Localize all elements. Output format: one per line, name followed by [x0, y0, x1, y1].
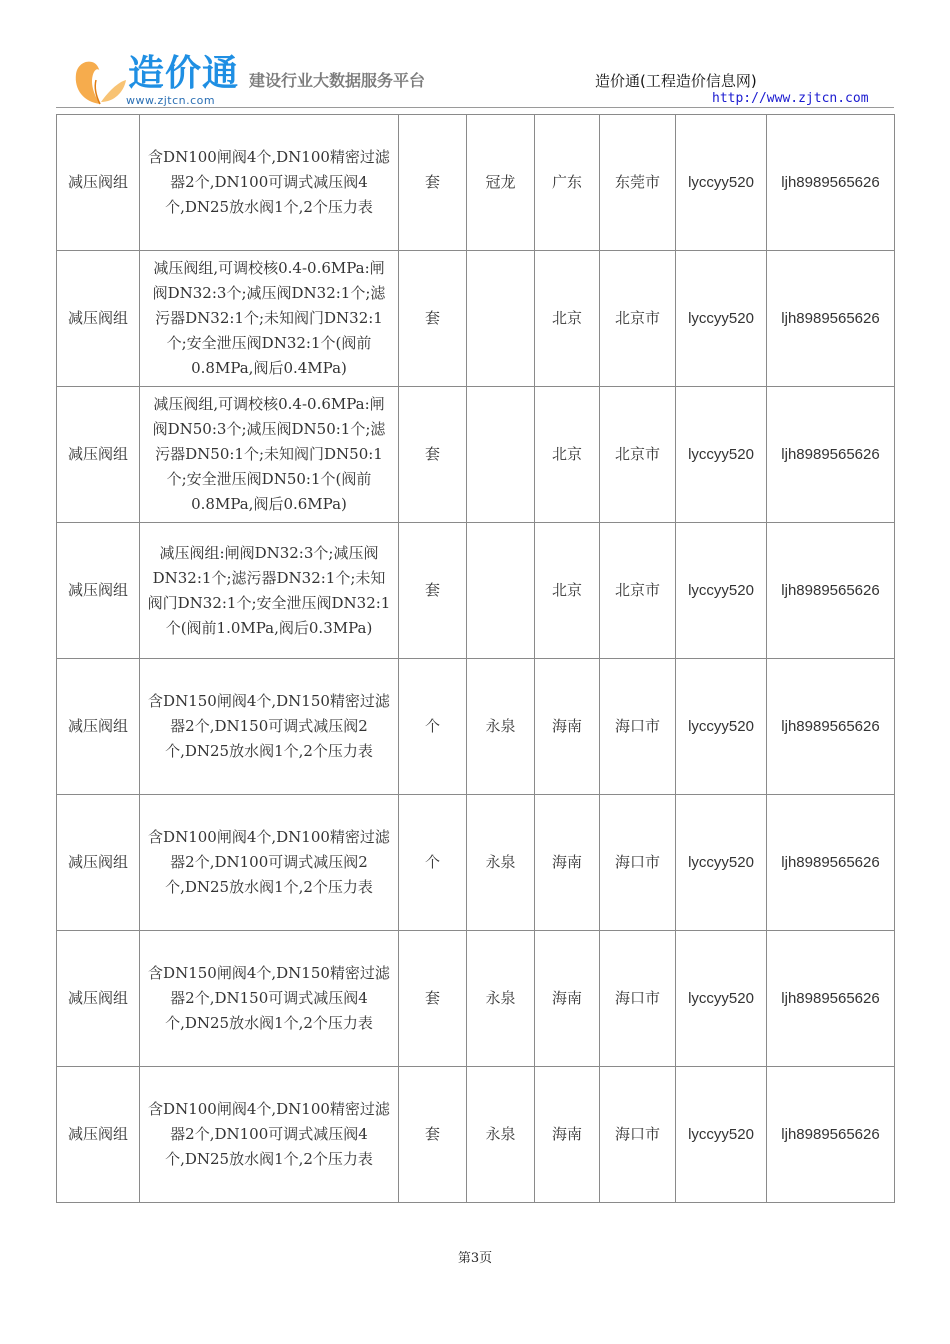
- cell-city: 北京市: [600, 523, 676, 659]
- cell-name: 减压阀组: [57, 251, 140, 387]
- cell-spec: 含DN150闸阀4个,DN150精密过滤器2个,DN150可调式减压阀4个,DN25放水阀1个,2个压力表: [140, 931, 399, 1067]
- cell-name: 减压阀组: [57, 523, 140, 659]
- cell-brand: 冠龙: [467, 115, 535, 251]
- cell-province: 北京: [535, 523, 600, 659]
- cell-unit: 个: [399, 659, 467, 795]
- cell-brand: [467, 387, 535, 523]
- cell-phone: ljh8989565626: [767, 1067, 895, 1203]
- cell-province: 海南: [535, 1067, 600, 1203]
- table-row: [57, 931, 895, 1067]
- table-row: [57, 387, 895, 523]
- cell-province: 海南: [535, 795, 600, 931]
- cell-spec: 含DN150闸阀4个,DN150精密过滤器2个,DN150可调式减压阀2个,DN25放水阀1个,2个压力表: [140, 659, 399, 795]
- cell-name: 减压阀组: [57, 1067, 140, 1203]
- table-row: [57, 659, 895, 795]
- cell-unit: 套: [399, 115, 467, 251]
- cell-spec: 含DN100闸阀4个,DN100精密过滤器2个,DN100可调式减压阀4个,DN25放水阀1个,2个压力表: [140, 115, 399, 251]
- cell-name: 减压阀组: [57, 115, 140, 251]
- cell-brand: 永泉: [467, 1067, 535, 1203]
- cell-user: lyccyy520: [676, 931, 767, 1067]
- cell-user: lyccyy520: [676, 115, 767, 251]
- cell-brand: [467, 251, 535, 387]
- cell-user: lyccyy520: [676, 795, 767, 931]
- cell-phone: ljh8989565626: [767, 795, 895, 931]
- cell-phone: ljh8989565626: [767, 523, 895, 659]
- cell-unit: 套: [399, 387, 467, 523]
- cell-city: 海口市: [600, 659, 676, 795]
- cell-phone: ljh8989565626: [767, 115, 895, 251]
- site-slogan: 建设行业大数据服务平台: [249, 71, 426, 90]
- cell-spec: 含DN100闸阀4个,DN100精密过滤器2个,DN100可调式减压阀2个,DN25放水阀1个,2个压力表: [140, 795, 399, 931]
- table-row: [57, 251, 895, 387]
- cell-phone: ljh8989565626: [767, 387, 895, 523]
- cell-brand: 永泉: [467, 659, 535, 795]
- cell-name: 减压阀组: [57, 659, 140, 795]
- cell-city: 海口市: [600, 795, 676, 931]
- cell-unit: 套: [399, 523, 467, 659]
- cell-user: lyccyy520: [676, 1067, 767, 1203]
- header-divider: [56, 107, 894, 108]
- site-name: 造价通(工程造价信息网): [595, 72, 757, 90]
- cell-spec: 减压阀组,可调校核0.4-0.6MPa:闸阀DN32:3个;减压阀DN32:1个;滤污器DN32:1个;未知阀门DN32:1个;安全泄压阀DN32:1个(阀前0.8MPa,阀后0.4MPa): [140, 251, 399, 387]
- cell-phone: ljh8989565626: [767, 931, 895, 1067]
- cell-province: 海南: [535, 659, 600, 795]
- page-number: 第3页: [457, 1251, 493, 1266]
- logo-wordmark: 造价通: [128, 53, 240, 94]
- cell-province: 广东: [535, 115, 600, 251]
- cell-spec: 含DN100闸阀4个,DN100精密过滤器2个,DN100可调式减压阀4个,DN25放水阀1个,2个压力表: [140, 1067, 399, 1203]
- cell-city: 东莞市: [600, 115, 676, 251]
- cell-province: 海南: [535, 931, 600, 1067]
- cell-spec: 减压阀组,可调校核0.4-0.6MPa:闸阀DN50:3个;减压阀DN50:1个;滤污器DN50:1个;未知阀门DN50:1个;安全泄压阀DN50:1个(阀前0.8MPa,阀后0.6MPa): [140, 387, 399, 523]
- cell-city: 北京市: [600, 251, 676, 387]
- cell-brand: 永泉: [467, 795, 535, 931]
- cell-brand: [467, 523, 535, 659]
- cell-city: 海口市: [600, 1067, 676, 1203]
- cell-name: 减压阀组: [57, 931, 140, 1067]
- cell-user: lyccyy520: [676, 251, 767, 387]
- cell-spec: 减压阀组:闸阀DN32:3个;减压阀DN32:1个;滤污器DN32:1个;未知阀门DN32:1个;安全泄压阀DN32:1个(阀前1.0MPa,阀后0.3MPa): [140, 523, 399, 659]
- cell-name: 减压阀组: [57, 795, 140, 931]
- cell-phone: ljh8989565626: [767, 251, 895, 387]
- cell-user: lyccyy520: [676, 387, 767, 523]
- cell-user: lyccyy520: [676, 659, 767, 795]
- table-row: [57, 523, 895, 659]
- cell-unit: 套: [399, 1067, 467, 1203]
- cell-phone: ljh8989565626: [767, 659, 895, 795]
- cell-province: 北京: [535, 387, 600, 523]
- cell-unit: 套: [399, 931, 467, 1067]
- site-url-link[interactable]: http://www.zjtcn.com: [712, 91, 869, 106]
- page-header: [0, 0, 950, 112]
- cell-user: lyccyy520: [676, 523, 767, 659]
- site-logo[interactable]: [70, 52, 250, 114]
- price-table: [56, 114, 895, 1203]
- cell-brand: 永泉: [467, 931, 535, 1067]
- cell-city: 北京市: [600, 387, 676, 523]
- table-row: [57, 1067, 895, 1203]
- cell-name: 减压阀组: [57, 387, 140, 523]
- cell-city: 海口市: [600, 931, 676, 1067]
- table-row: [57, 115, 895, 251]
- logo-url: www.zjtcn.com: [126, 94, 216, 107]
- cell-province: 北京: [535, 251, 600, 387]
- butterfly-logo-icon: [70, 52, 130, 110]
- cell-unit: 套: [399, 251, 467, 387]
- table-row: [57, 795, 895, 931]
- cell-unit: 个: [399, 795, 467, 931]
